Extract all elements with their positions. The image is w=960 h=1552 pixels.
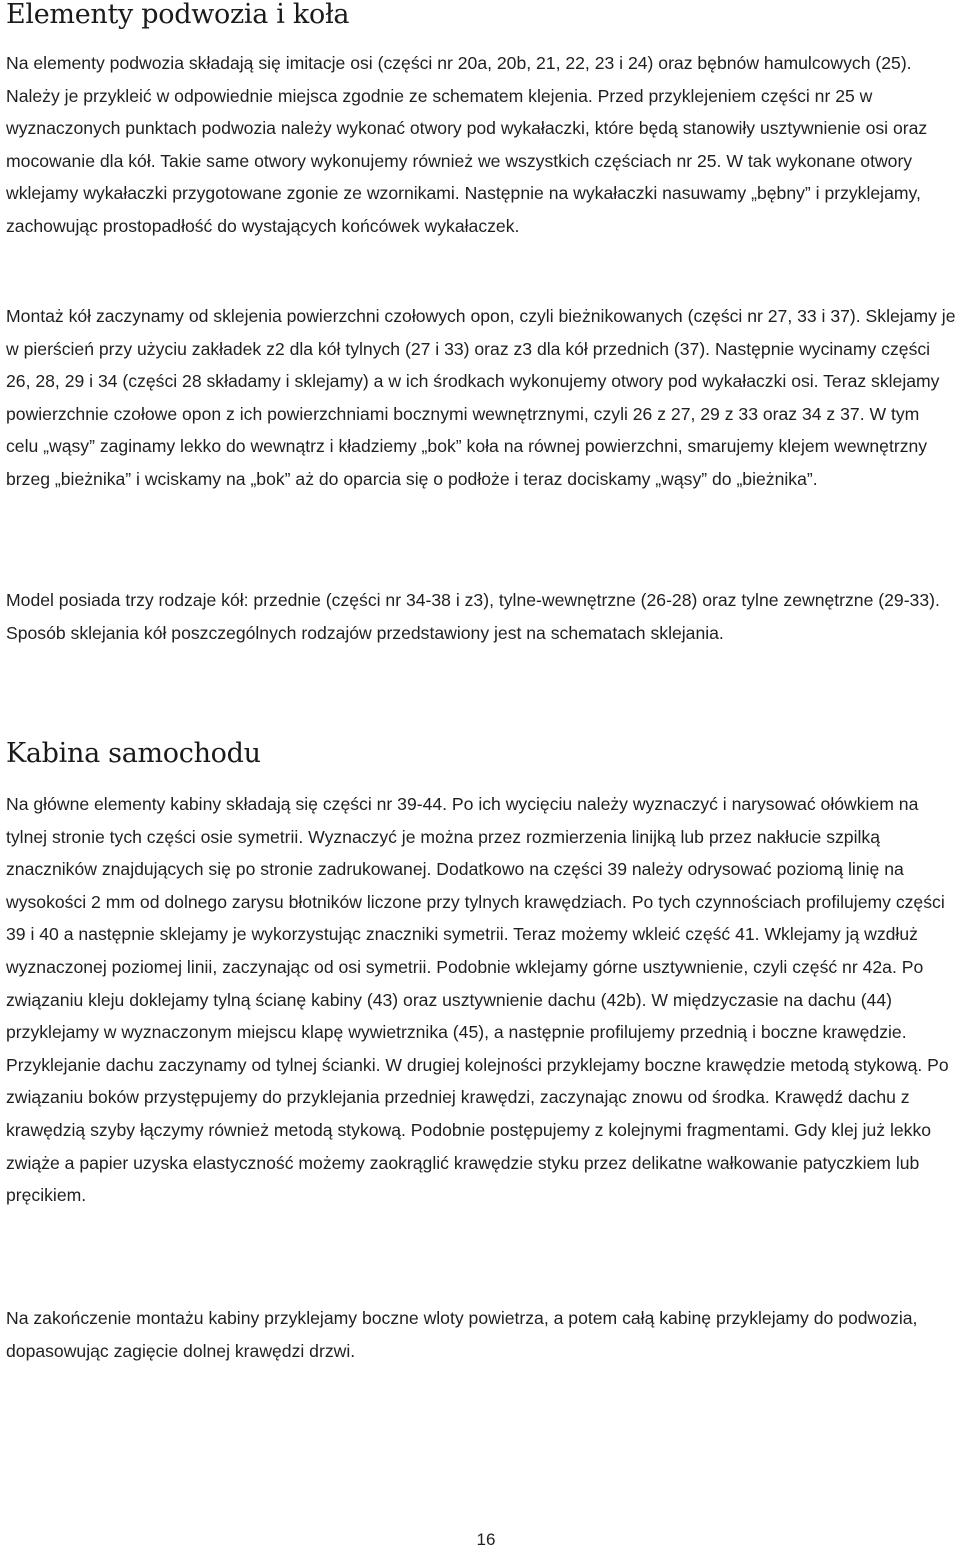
section-title-chassis: Elementy podwozia i koła — [6, 0, 350, 30]
paragraph-cabin-final: Na zakończenie montażu kabiny przyklejamy boczne wloty powietrza, a potem całą kabinę przyklejamy do podwozia, dopasowując zagięcie dolnej krawędzi drzwi. — [6, 1308, 918, 1361]
section-title-cabin: Kabina samochodu — [6, 738, 261, 769]
paragraph-cabin-assembly: Na główne elementy kabiny składają się części nr 39-44. Po ich wycięciu należy wyznaczyć i narysować ołówkiem na tylnej stronie tych części osie symetrii. Wyznaczyć je można przez rozmierzenia linijką lub przez nakłucie szpilką znaczników znajdujących się po stronie zadrukowanej. Dodatkowo na części 39 należy odrysować poziomą linię na wysokości 2 mm od dolnego zarysu błotników liczone przy tylnych krawędziach. Po tych czynnościach profilujemy części 39 i 40 a następnie sklejamy je wykorzystując znaczniki symetrii. Teraz możemy wkleić część 41. Wklejamy ją wzdłuż wyznaczonej poziomej linii, zaczynając od osi symetrii. Podobnie wklejamy górne usztywnienie, czyli część nr 42a. Po związaniu kleju doklejamy tylną ścianę kabiny (43) oraz usztywnienie dachu (42b). W międzyczasie na dachu (44) przyklejamy w wyznaczonym miejscu klapę wywietrznika (45), a następnie profilujemy przednią i boczne krawędzie. Przyklejanie dachu zaczynamy od tylnej ścianki. W drugiej kolejności przyklejamy boczne krawędzie metodą stykową. Po związaniu boków przystępujemy do przyklejania przedniej krawędzi, zaczynając znowu od środka. Krawędź dachu z krawędzią szyby łączymy również metodą stykową. Podobnie postępujemy z kolejnymi fragmentami. Gdy klej już lekko zwiąże a papier uzyska elastyczność możemy zaokrąglić krawędzie styku przez delikatne wałkowanie patyczkiem lub pręcikiem. — [6, 794, 949, 1206]
paragraph-wheel-types: Model posiada trzy rodzaje kół: przednie (części nr 34-38 i z3), tylne-wewnętrzne (26-28) oraz tylne zewnętrzne (29-33). Sposób sklejania kół poszczególnych rodzajów przedstawiony jest na schematach sklejania. — [6, 590, 940, 643]
page-number: 16 — [476, 1530, 496, 1549]
paragraph-wheel-assembly: Montaż kół zaczynamy od sklejenia powierzchni czołowych opon, czyli bieżnikowanych (części nr 27, 33 i 37). Sklejamy je w pierścień przy użyciu zakładek z2 dla kół tylnych (27 i 33) oraz z3 dla kół przednich (37). Następnie wycinamy części 26, 28, 29 i 34 (części 28 składamy i sklejamy) a w ich środkach wykonujemy otwory pod wykałaczki osi. Teraz sklejamy powierzchnie czołowe opon z ich powierzchniami bocznymi wewnętrznymi, czyli 26 z 27, 29 z 33 oraz 34 z 37. W tym celu „wąsy” zaginamy lekko do wewnątrz i kładziemy „bok” koła na równej powierzchni, smarujemy klejem wewnętrzny brzeg „bieżnika” i wciskamy na „bok” aż do oparcia się o podłoże i teraz dociskamy „wąsy” do „bieżnika”. — [6, 306, 956, 489]
paragraph-chassis-intro: Na elementy podwozia składają się imitacje osi (części nr 20a, 20b, 21, 22, 23 i 24) oraz bębnów hamulcowych (25). Należy je przykleić w odpowiednie miejsca zgodnie ze schematem klejenia. Przed przyklejeniem części nr 25 w wyznaczonych punktach podwozia należy wykonać otwory pod wykałaczki, które będą stanowiły usztywnienie osi oraz mocowanie dla kół. Takie same otwory wykonujemy również we wszystkich częściach nr 25. W tak wykonane otwory wklejamy wykałaczki przygotowane zgonie ze wzornikami. Następnie na wykałaczki nasuwamy „bębny” i przyklejamy, zachowując prostopadłość do wystających końcówek wykałaczek. — [6, 53, 928, 236]
